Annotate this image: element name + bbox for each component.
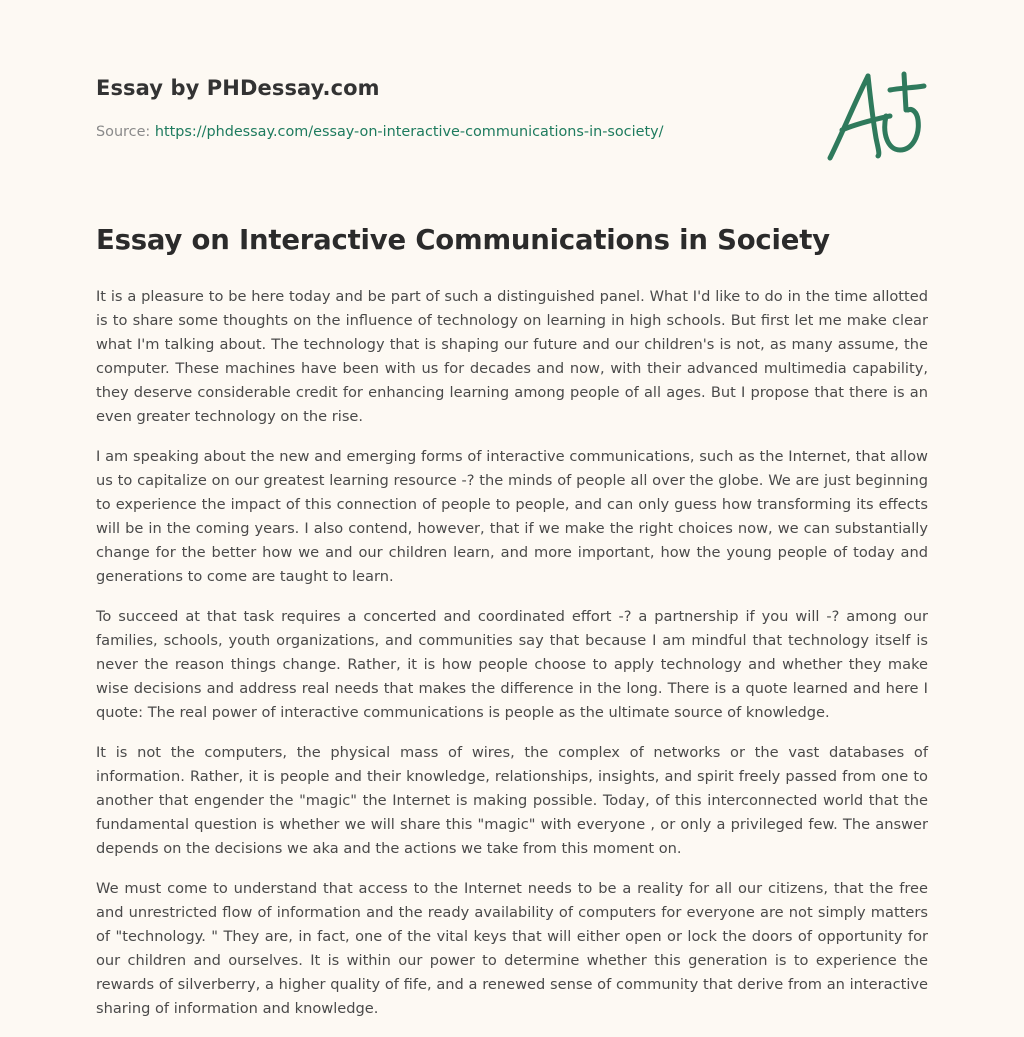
brand-title: Essay by PHDessay.com: [96, 76, 380, 100]
essay-paragraph: I am speaking about the new and emerging forms of interactive communications, such as the Internet, that allow us to capitalize on our greatest learning resource -? the minds of people all over the globe. We are just beginning to experience the impact of this connection of people to people, and can only guess how transforming its effects will be in the coming years. I also contend, however, that if we make the right choices now, we can substantially change for the better how we and our children learn, and more important, how the young people of today and generations to come are taught to learn.: [96, 448, 928, 585]
essay-body: [96, 285, 928, 1037]
essay-title: Essay on Interactive Communications in Society: [96, 224, 830, 256]
essay-paragraph: To succeed at that task requires a concerted and coordinated effort -? a partnership if you will -? among our families, schools, youth organizations, and communities say that because I am mindful that technology itself is never the reason things change. Rather, it is how people choose to apply technology and whether they make wise decisions and address real needs that makes the difference in the long. There is a quote learned and here I quote: The real power of interactive communications is people as the ultimate source of knowledge.: [96, 608, 928, 721]
essay-paragraph: We must come to understand that access to the Internet needs to be a reality for all our citizens, that the free and unrestricted flow of information and the ready availability of computers for everyone are not simply matters of "technology. " They are, in fact, one of the vital keys that will either open or lock the doors of opportunity for our children and ourselves. It is within our power to determine whether this generation is to experience the rewards of silverberry, a higher quality of fife, and a renewed sense of community that derive from an interactive sharing of information and knowledge.: [96, 880, 928, 1017]
source-label: Source:: [96, 124, 151, 140]
essay-paragraph: It is a pleasure to be here today and be part of such a distinguished panel. What I'd like to do in the time allotted is to share some thoughts on the influence of technology on learning in high schools. But first let me make clear what I'm talking about. The technology that is shaping our future and our children's is not, as many assume, the computer. These machines have been with us for decades and now, with their advanced multimedia capability, they deserve considerable credit for enhancing learning among people of all ages. But I propose that there is an even greater technology on the rise.: [96, 288, 928, 425]
site-header: [96, 76, 928, 100]
source-link[interactable]: https://phdessay.com/essay-on-interactive-communications-in-society/: [154, 124, 664, 140]
essay-paragraph: It is not the computers, the physical mass of wires, the complex of networks or the vast databases of information. Rather, it is people and their knowledge, relationships, insights, and spirit freely passed from one to another that engender the "magic" the Internet is making possible. Today, of this interconnected world that the fundamental question is whether we will share this "magic" with everyone , or only a privileged few. The answer depends on the decisions we aka and the actions we take from this moment on.: [96, 744, 928, 857]
a-plus-icon: [820, 64, 930, 168]
source-line: [96, 124, 663, 140]
